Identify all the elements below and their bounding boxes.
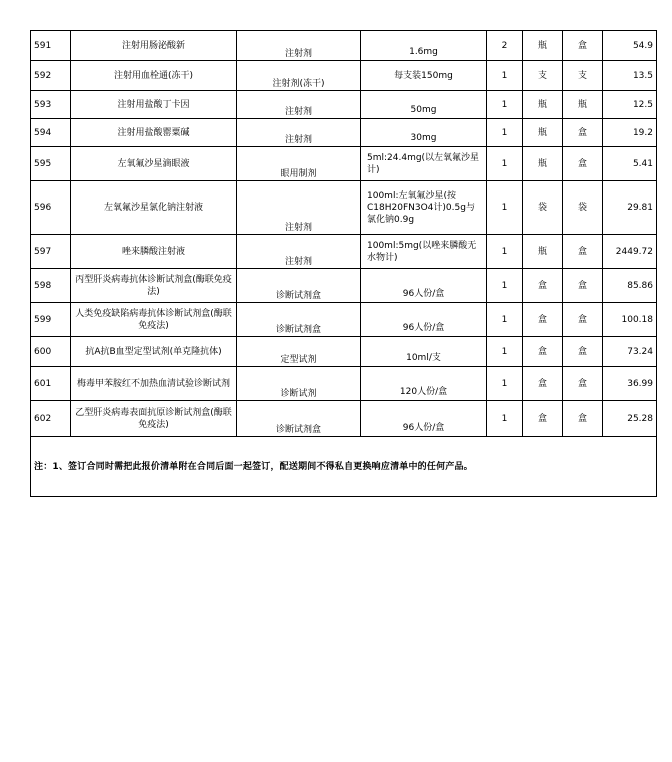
package-unit-cell: 瓶 — [563, 91, 603, 119]
package-unit-cell: 支 — [563, 61, 603, 91]
row-number-cell: 596 — [31, 181, 71, 235]
unit-cell: 盒 — [523, 269, 563, 303]
row-number-cell: 594 — [31, 119, 71, 147]
specification-cell: 96人份/盒 — [361, 303, 487, 337]
specification-cell: 10ml/支 — [361, 337, 487, 367]
product-name-cell: 左氧氟沙星滴眼液 — [71, 147, 237, 181]
product-name-cell: 注射用血栓通(冻干) — [71, 61, 237, 91]
specification-cell: 100ml:左氧氟沙星(按C18H20FN3O4计)0.5g与氯化钠0.9g — [361, 181, 487, 235]
row-number-cell: 602 — [31, 401, 71, 437]
product-name-cell: 唑来膦酸注射液 — [71, 235, 237, 269]
dosage-form-cell: 诊断试剂 — [237, 367, 361, 401]
package-unit-cell: 盒 — [563, 367, 603, 401]
dosage-form-cell: 注射剂 — [237, 119, 361, 147]
unit-cell: 袋 — [523, 181, 563, 235]
dosage-form-cell: 注射剂 — [237, 31, 361, 61]
dosage-form-cell: 诊断试剂盒 — [237, 303, 361, 337]
quantity-cell: 1 — [487, 181, 523, 235]
package-unit-cell: 盒 — [563, 119, 603, 147]
package-unit-cell: 盒 — [563, 269, 603, 303]
unit-price-cell: 2449.72 — [603, 235, 657, 269]
table-row — [31, 269, 657, 303]
table-row — [31, 303, 657, 337]
table-row — [31, 181, 657, 235]
quantity-cell: 1 — [487, 147, 523, 181]
quantity-cell: 1 — [487, 91, 523, 119]
product-name-cell: 抗A抗B血型定型试剂(单克隆抗体) — [71, 337, 237, 367]
package-unit-cell: 袋 — [563, 181, 603, 235]
row-number-cell: 595 — [31, 147, 71, 181]
product-name-cell: 乙型肝炎病毒表面抗原诊断试剂盒(酶联免疫法) — [71, 401, 237, 437]
unit-cell: 瓶 — [523, 91, 563, 119]
row-number-cell: 601 — [31, 367, 71, 401]
unit-cell: 盒 — [523, 367, 563, 401]
note-row — [31, 437, 657, 497]
specification-cell: 96人份/盒 — [361, 401, 487, 437]
note-text: 注：1、签订合同时需把此报价清单附在合同后面一起签订，配送期间不得私自更换响应清单中的任何产品。 — [31, 437, 657, 497]
table-body — [31, 31, 657, 437]
dosage-form-cell: 注射剂 — [237, 181, 361, 235]
package-unit-cell: 盒 — [563, 303, 603, 337]
package-unit-cell: 盒 — [563, 401, 603, 437]
unit-price-cell: 5.41 — [603, 147, 657, 181]
row-number-cell: 598 — [31, 269, 71, 303]
table-row — [31, 119, 657, 147]
dosage-form-cell: 注射剂 — [237, 91, 361, 119]
unit-cell: 瓶 — [523, 119, 563, 147]
specification-cell: 30mg — [361, 119, 487, 147]
quantity-cell: 1 — [487, 303, 523, 337]
unit-price-cell: 12.5 — [603, 91, 657, 119]
unit-price-cell: 100.18 — [603, 303, 657, 337]
row-number-cell: 592 — [31, 61, 71, 91]
unit-cell: 盒 — [523, 401, 563, 437]
quantity-cell: 1 — [487, 61, 523, 91]
specification-cell: 1.6mg — [361, 31, 487, 61]
specification-cell: 96人份/盒 — [361, 269, 487, 303]
specification-cell: 5ml:24.4mg(以左氧氟沙星计) — [361, 147, 487, 181]
unit-price-cell: 19.2 — [603, 119, 657, 147]
table-row — [31, 235, 657, 269]
unit-price-cell: 85.86 — [603, 269, 657, 303]
package-unit-cell: 盒 — [563, 31, 603, 61]
table-row — [31, 337, 657, 367]
row-number-cell: 600 — [31, 337, 71, 367]
dosage-form-cell: 定型试剂 — [237, 337, 361, 367]
unit-cell: 盒 — [523, 337, 563, 367]
package-unit-cell: 盒 — [563, 147, 603, 181]
package-unit-cell: 盒 — [563, 337, 603, 367]
unit-cell: 盒 — [523, 303, 563, 337]
package-unit-cell: 盒 — [563, 235, 603, 269]
unit-cell: 支 — [523, 61, 563, 91]
price-list-table — [30, 30, 657, 497]
quantity-cell: 2 — [487, 31, 523, 61]
quantity-cell: 1 — [487, 367, 523, 401]
dosage-form-cell: 注射剂 — [237, 235, 361, 269]
unit-price-cell: 54.9 — [603, 31, 657, 61]
quantity-cell: 1 — [487, 269, 523, 303]
dosage-form-cell: 注射剂(冻干) — [237, 61, 361, 91]
specification-cell: 100ml:5mg(以唑来膦酸无水物计) — [361, 235, 487, 269]
dosage-form-cell: 眼用制剂 — [237, 147, 361, 181]
unit-cell: 瓶 — [523, 31, 563, 61]
row-number-cell: 597 — [31, 235, 71, 269]
table-row — [31, 401, 657, 437]
product-name-cell: 人类免疫缺陷病毒抗体诊断试剂盒(酶联免疫法) — [71, 303, 237, 337]
product-name-cell: 丙型肝炎病毒抗体诊断试剂盒(酶联免疫法) — [71, 269, 237, 303]
unit-price-cell: 29.81 — [603, 181, 657, 235]
quantity-cell: 1 — [487, 337, 523, 367]
quantity-cell: 1 — [487, 401, 523, 437]
table-row — [31, 367, 657, 401]
unit-cell: 瓶 — [523, 235, 563, 269]
table-row — [31, 147, 657, 181]
unit-price-cell: 36.99 — [603, 367, 657, 401]
product-name-cell: 梅毒甲苯胺红不加热血清试验诊断试剂 — [71, 367, 237, 401]
row-number-cell: 593 — [31, 91, 71, 119]
table-row — [31, 31, 657, 61]
row-number-cell: 591 — [31, 31, 71, 61]
row-number-cell: 599 — [31, 303, 71, 337]
unit-price-cell: 25.28 — [603, 401, 657, 437]
product-name-cell: 注射用盐酸丁卡因 — [71, 91, 237, 119]
dosage-form-cell: 诊断试剂盒 — [237, 401, 361, 437]
product-name-cell: 注射用盐酸罂粟碱 — [71, 119, 237, 147]
quantity-cell: 1 — [487, 119, 523, 147]
product-name-cell: 左氧氟沙星氯化钠注射液 — [71, 181, 237, 235]
specification-cell: 每支装150mg — [361, 61, 487, 91]
quantity-cell: 1 — [487, 235, 523, 269]
unit-price-cell: 73.24 — [603, 337, 657, 367]
specification-cell: 120人份/盒 — [361, 367, 487, 401]
unit-cell: 瓶 — [523, 147, 563, 181]
table-row — [31, 61, 657, 91]
table-row — [31, 91, 657, 119]
specification-cell: 50mg — [361, 91, 487, 119]
dosage-form-cell: 诊断试剂盒 — [237, 269, 361, 303]
product-name-cell: 注射用肠泌酸新 — [71, 31, 237, 61]
unit-price-cell: 13.5 — [603, 61, 657, 91]
